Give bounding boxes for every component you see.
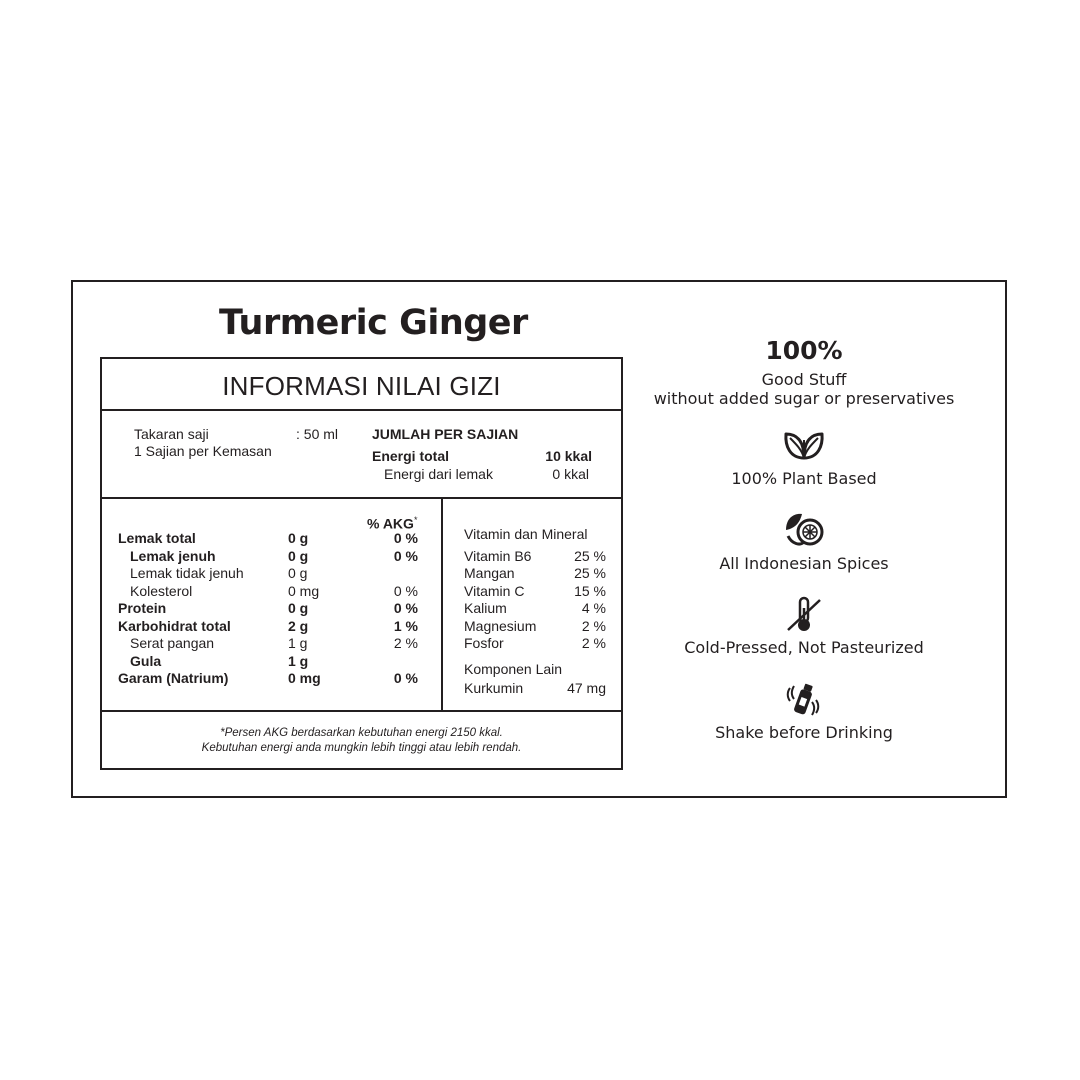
akg-header: % AKG*: [367, 515, 418, 532]
nutrient-akg: 0 %: [393, 548, 418, 564]
spices-icon: [782, 510, 826, 548]
nutrient-name: Protein: [118, 600, 167, 616]
vitamin-value: 4 %: [581, 600, 606, 616]
vitamin-name: Fosfor: [464, 635, 504, 651]
nutrient-amount: 0 g: [288, 548, 309, 564]
nutrient-akg: 0 %: [393, 670, 418, 686]
feature-cold-pressed: Cold-Pressed, Not Pasteurized: [684, 638, 924, 657]
vitamin-value: 25 %: [574, 548, 606, 564]
nutrient-amount: 0 g: [288, 600, 309, 616]
nutrient-akg: 2 %: [393, 635, 418, 651]
nutrient-amount: 0 mg: [288, 670, 321, 686]
nutrient-name: Serat pangan: [130, 635, 215, 651]
energy-total-value: 10 kkal: [545, 448, 592, 464]
feature-indonesian-spices: All Indonesian Spices: [719, 554, 889, 573]
nutrient-name: Karbohidrat total: [118, 618, 231, 634]
other-component-name: Kurkumin: [464, 680, 524, 696]
feature-plant-based: 100% Plant Based: [731, 469, 877, 488]
hundred-percent-headline: 100%: [765, 336, 843, 365]
serving-size-label: Takaran saji: [134, 426, 209, 442]
feature-shake-before-drinking: Shake before Drinking: [715, 723, 893, 742]
nutrient-akg: 1 %: [393, 618, 418, 634]
product-title: Turmeric Ginger: [219, 303, 528, 343]
divider: [102, 409, 621, 411]
column-divider: [441, 497, 443, 710]
energy-from-fat-value: 0 kkal: [552, 466, 589, 482]
shake-bottle-icon: [782, 680, 826, 718]
nutrient-akg: 0 %: [393, 583, 418, 599]
vitamin-value: 2 %: [581, 618, 606, 634]
panel-heading: INFORMASI NILAI GIZI: [222, 371, 501, 401]
nutrient-akg: 0 %: [393, 600, 418, 616]
energy-total-label: Energi total: [372, 448, 450, 464]
amount-per-serving-heading: JUMLAH PER SAJIAN: [372, 426, 519, 442]
nutrient-amount: 0 mg: [288, 583, 320, 599]
nutrient-amount: 0 g: [288, 565, 308, 581]
other-component-value: 47 mg: [567, 680, 606, 696]
nutrient-akg: 0 %: [393, 530, 418, 546]
vitamin-value: 2 %: [581, 635, 606, 651]
divider: [102, 497, 621, 499]
divider: [102, 710, 621, 712]
feature-no-additives: without added sugar or preservatives: [653, 389, 955, 408]
nutrient-amount: 1 g: [288, 635, 308, 651]
vitamin-value: 25 %: [574, 565, 606, 581]
nutrient-name: Kolesterol: [130, 583, 193, 599]
vitamin-name: Kalium: [464, 600, 507, 616]
vitamin-value: 15 %: [574, 583, 606, 599]
no-heat-thermometer-icon: [784, 596, 824, 634]
vitamins-heading: Vitamin dan Mineral: [464, 526, 588, 542]
leaves-icon: [782, 428, 826, 462]
servings-per-pack: 1 Sajian per Kemasan: [134, 443, 272, 459]
vitamin-name: Mangan: [464, 565, 515, 581]
nutrient-name: Garam (Natrium): [118, 670, 229, 686]
vitamin-name: Magnesium: [464, 618, 537, 634]
nutrient-name: Lemak total: [118, 530, 196, 546]
nutrition-facts-panel: [100, 357, 623, 770]
nutrient-amount: 2 g: [288, 618, 309, 634]
feature-good-stuff: Good Stuff: [761, 370, 847, 389]
vitamin-name: Vitamin C: [464, 583, 525, 599]
energy-from-fat-label: Energi dari lemak: [384, 466, 493, 482]
nutrient-amount: 0 g: [288, 530, 309, 546]
nutrient-amount: 1 g: [288, 653, 309, 669]
vitamin-name: Vitamin B6: [464, 548, 532, 564]
nutrient-name: Gula: [130, 653, 162, 669]
features-column: [640, 0, 968, 1080]
footnote-line-1: *Persen AKG berdasarkan kebutuhan energi 2150 kkal.: [220, 727, 503, 739]
nutrient-name: Lemak jenuh: [130, 548, 216, 564]
serving-size-value: : 50 ml: [296, 426, 339, 442]
nutrient-name: Lemak tidak jenuh: [130, 565, 244, 581]
other-components-heading: Komponen Lain: [464, 661, 563, 677]
footnote-line-2: Kebutuhan energi anda mungkin lebih tinggi atau lebih rendah.: [201, 742, 522, 754]
